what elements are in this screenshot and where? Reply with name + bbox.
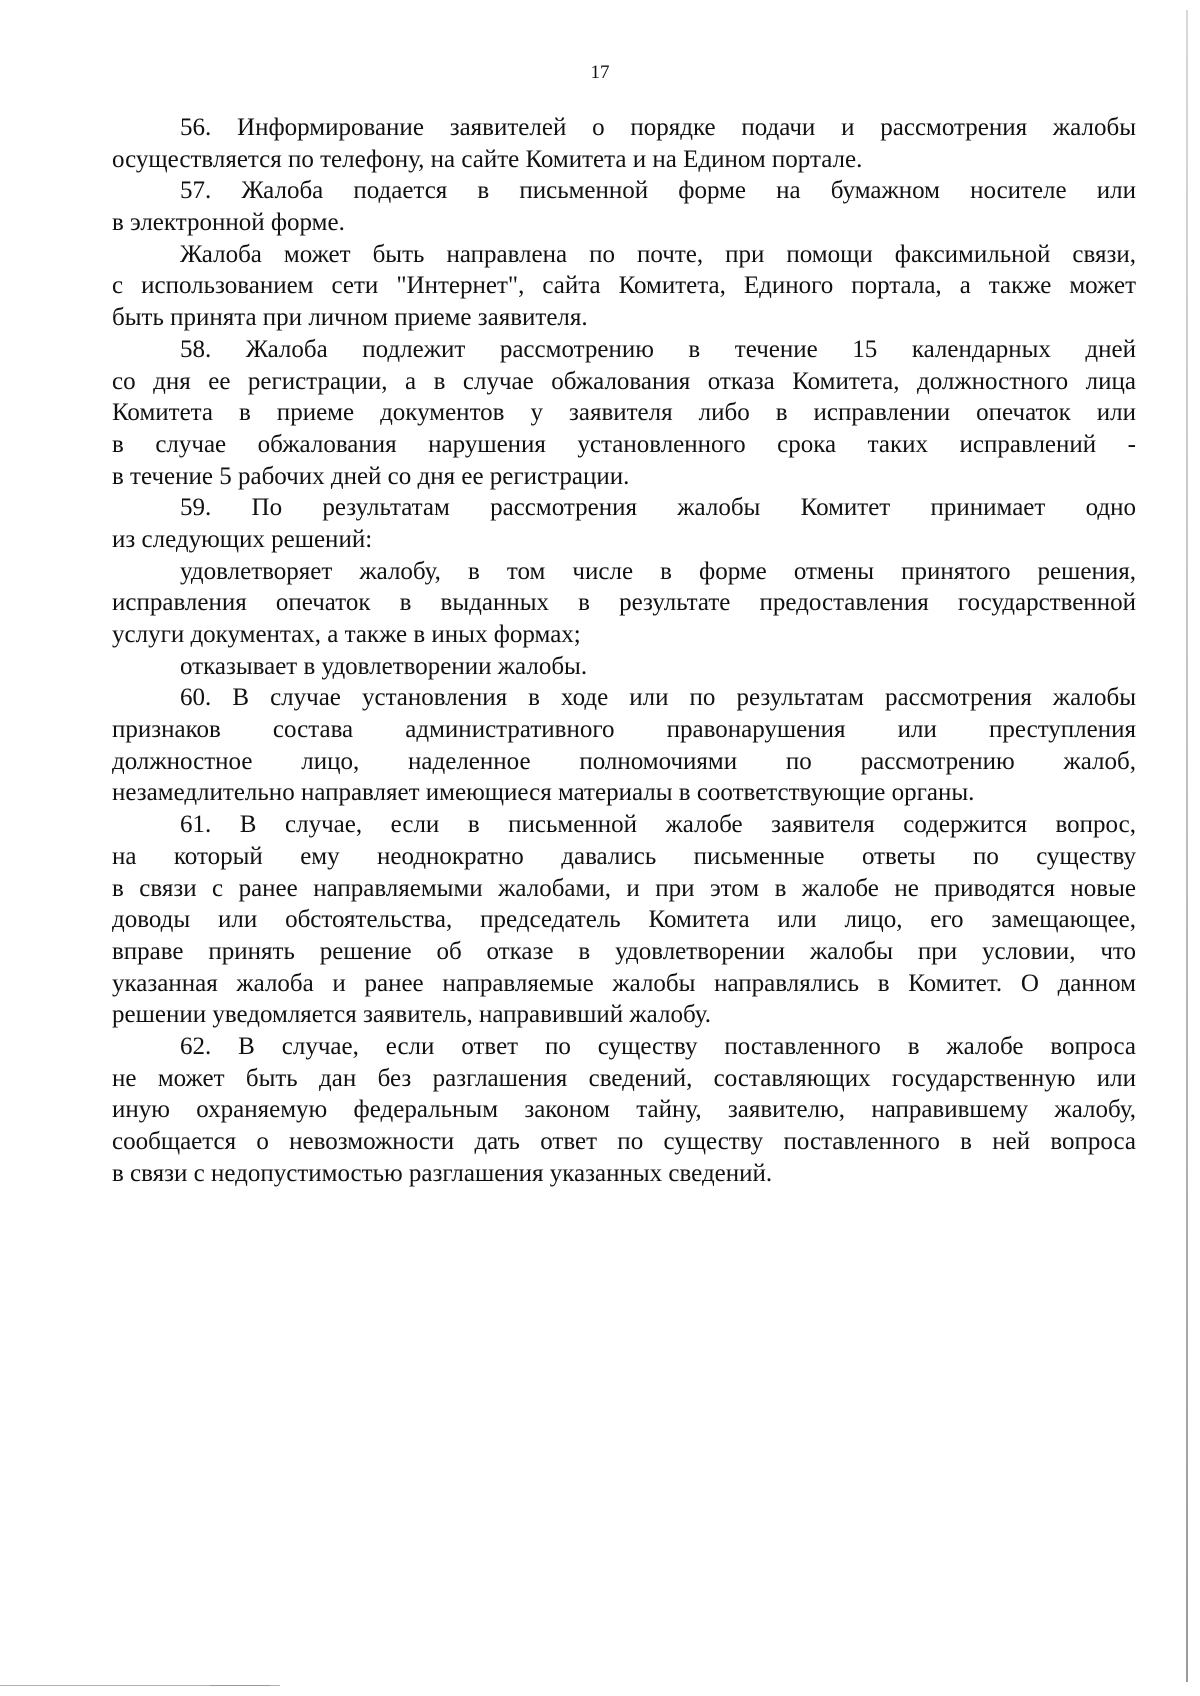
paragraph-line: услуги документах, а также в иных формах; [112,621,581,648]
paragraph-line: удовлетворяет жалобу, в том числе в форме отмены принятого решения, [180,557,1136,585]
document-body [112,112,1136,1189]
paragraph-line: Жалоба может быть направлена по почте, при помощи факсимильной связи, [180,240,1136,268]
paragraph-62 [112,1031,1136,1189]
paragraph-line: в связи с ранее направляемыми жалобами, и при этом в жалобе не приводятся новые [112,874,1136,902]
paragraph-line: в электронной форме. [112,209,345,237]
paragraph-line: вправе принять решение об отказе в удовлетворении жалобы при условии, что [112,937,1136,965]
paragraph-line: 56. Информирование заявителей о порядке подачи и рассмотрения жалобы [180,114,1136,141]
paragraph-line: отказывает в удовлетворении жалобы. [180,652,588,680]
paragraph-57-continuation [112,239,1136,334]
paragraph-line: быть принята при личном приеме заявителя. [112,304,588,332]
scan-bottom-rule-secondary [210,1685,270,1686]
paragraph-line: 61. В случае, если в письменной жалобе заявителя содержится вопрос, [180,811,1136,839]
paragraph-line: 58. Жалоба подлежит рассмотрению в течение 15 календарных дней [180,335,1136,363]
paragraph-line: из следующих решений: [112,525,373,553]
paragraph-line: иную охраняемую федеральным законом тайну, заявителю, направившему жалобу, [112,1096,1136,1124]
paragraph-61 [112,809,1136,1031]
paragraph-line: в течение 5 рабочих дней со дня ее регистрации. [112,462,630,490]
paragraph-line: 60. В случае установления в ходе или по результатам рассмотрения жалобы [180,684,1136,712]
paragraph-line: признаков состава административного правонарушения или преступления [112,716,1136,744]
paragraph-line: осуществляется по телефону, на сайте Комитета и на Едином портале. [112,145,863,173]
paragraph-line: не может быть дан без разглашения сведений, составляющих государственную или [112,1064,1136,1092]
paragraph-line: на который ему неоднократно давались письменные ответы по существу [112,842,1136,870]
paragraph-line: со дня ее регистрации, а в случае обжалования отказа Комитета, должностного лица [112,367,1136,395]
paragraph-line: 59. По результатам рассмотрения жалобы Комитет принимает одно [180,494,1136,522]
paragraph-line: исправления опечаток в выданных в результате предоставления государственной [112,589,1136,617]
paragraph-58 [112,334,1136,492]
paragraph-60 [112,682,1136,809]
paragraph-line: должностное лицо, наделенное полномочиями по рассмотрению жалоб, [112,747,1136,775]
paragraph-56 [112,112,1136,175]
scan-edge-line [1186,10,1188,1682]
paragraph-59-option-refuse [112,651,1136,683]
paragraph-line: незамедлительно направляет имеющиеся материалы в соответствующие органы. [112,779,975,807]
paragraph-59 [112,492,1136,555]
paragraph-line: решении уведомляется заявитель, направивший жалобу. [112,1001,711,1029]
paragraph-line: с использованием сети "Интернет", сайта Комитета, Единого портала, а также может [112,272,1136,300]
paragraph-line: доводы или обстоятельства, председатель Комитета или лицо, его замещающее, [112,906,1136,934]
paragraph-line: 57. Жалоба подается в письменной форме на бумажном носителе или [180,177,1136,205]
paragraph-57 [112,175,1136,238]
paragraph-59-option-satisfy [112,556,1136,651]
page-number: 17 [590,62,610,83]
paragraph-line: 62. В случае, если ответ по существу поставленного в жалобе вопроса [180,1032,1136,1060]
paragraph-line: указанная жалоба и ранее направляемые жалобы направлялись в Комитет. О данном [112,969,1136,997]
paragraph-line: Комитета в приеме документов у заявителя либо в исправлении опечаток или [112,399,1136,427]
paragraph-line: в случае обжалования нарушения установленного срока таких исправлений - [112,430,1136,458]
paragraph-line: в связи с недопустимостью разглашения указанных сведений. [112,1159,773,1187]
paragraph-line: сообщается о невозможности дать ответ по существу поставленного в ней вопроса [112,1128,1136,1155]
